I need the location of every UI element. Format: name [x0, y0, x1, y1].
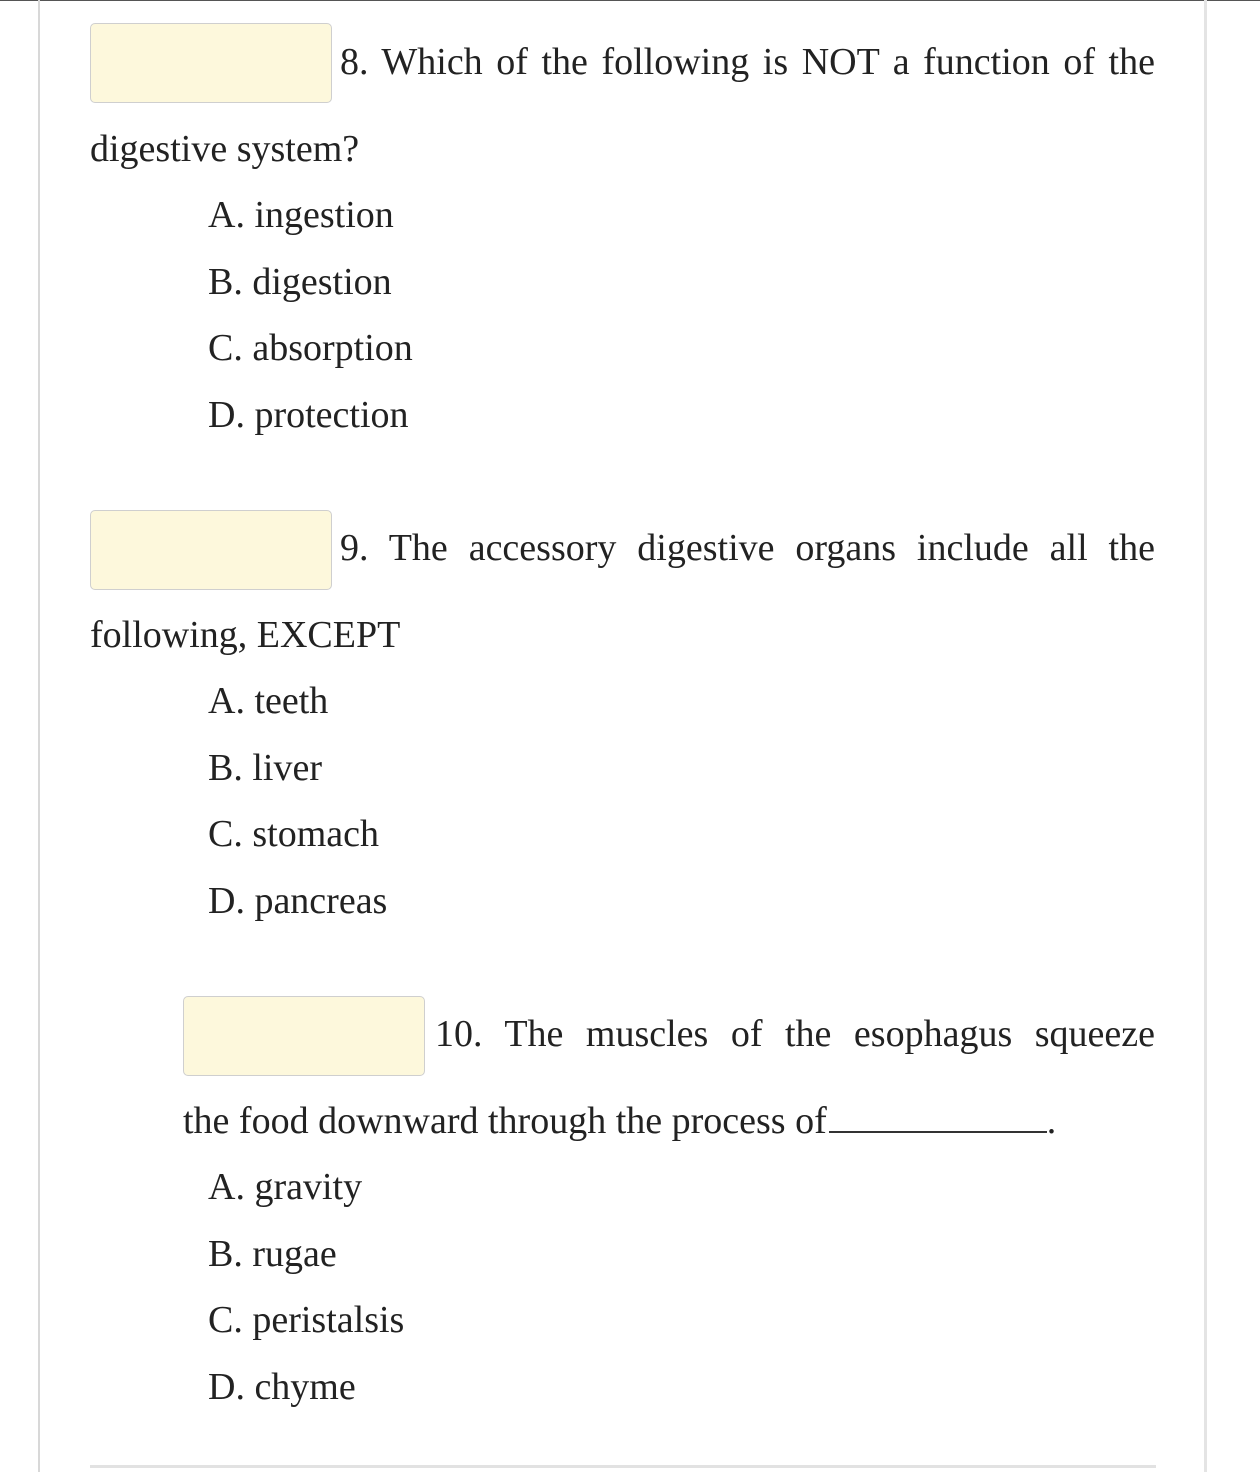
- q10-option-b: B. rugae: [208, 1233, 337, 1275]
- q10-option-d: D. chyme: [208, 1366, 356, 1408]
- question-8-line2: digestive system?: [90, 128, 360, 170]
- left-margin-line: [38, 0, 40, 1472]
- right-margin-line: [1204, 0, 1207, 1472]
- question-10-line2-end: .: [1046, 1100, 1057, 1142]
- answer-box-q10[interactable]: [183, 996, 425, 1076]
- q8-option-a: A. ingestion: [208, 194, 394, 236]
- question-9-line2: following, EXCEPT: [90, 614, 401, 656]
- question-8-text: Which of the following is NOT a function of the: [381, 41, 1155, 83]
- q8-option-b: B. digestion: [208, 261, 392, 303]
- q8-option-c: C. absorption: [208, 327, 413, 369]
- q10-option-a: A. gravity: [208, 1166, 363, 1208]
- top-divider: [0, 0, 1260, 1]
- fill-in-blank: [829, 1101, 1047, 1133]
- question-10-line2: [183, 1099, 1056, 1143]
- question-10-line1: [435, 1012, 1155, 1056]
- bottom-divider: [90, 1465, 1156, 1468]
- question-8-number: 8.: [340, 41, 369, 83]
- question-10-text: The muscles of the esophagus squeeze: [504, 1013, 1155, 1055]
- answer-box-q8[interactable]: [90, 23, 332, 103]
- q9-option-b: B. liver: [208, 747, 322, 789]
- q9-option-d: D. pancreas: [208, 880, 388, 922]
- q8-option-d: D. protection: [208, 394, 409, 436]
- question-9-number: 9.: [340, 527, 369, 569]
- question-9-line1: [340, 526, 1155, 570]
- q9-option-c: C. stomach: [208, 813, 379, 855]
- q9-option-a: A. teeth: [208, 680, 329, 722]
- question-9-text: The accessory digestive organs include all the: [388, 527, 1155, 569]
- answer-box-q9[interactable]: [90, 510, 332, 590]
- question-10-number: 10.: [435, 1013, 483, 1055]
- question-10-line2-text: the food downward through the process of: [183, 1100, 827, 1142]
- q10-option-c: C. peristalsis: [208, 1299, 405, 1341]
- question-8-line1: [340, 40, 1155, 84]
